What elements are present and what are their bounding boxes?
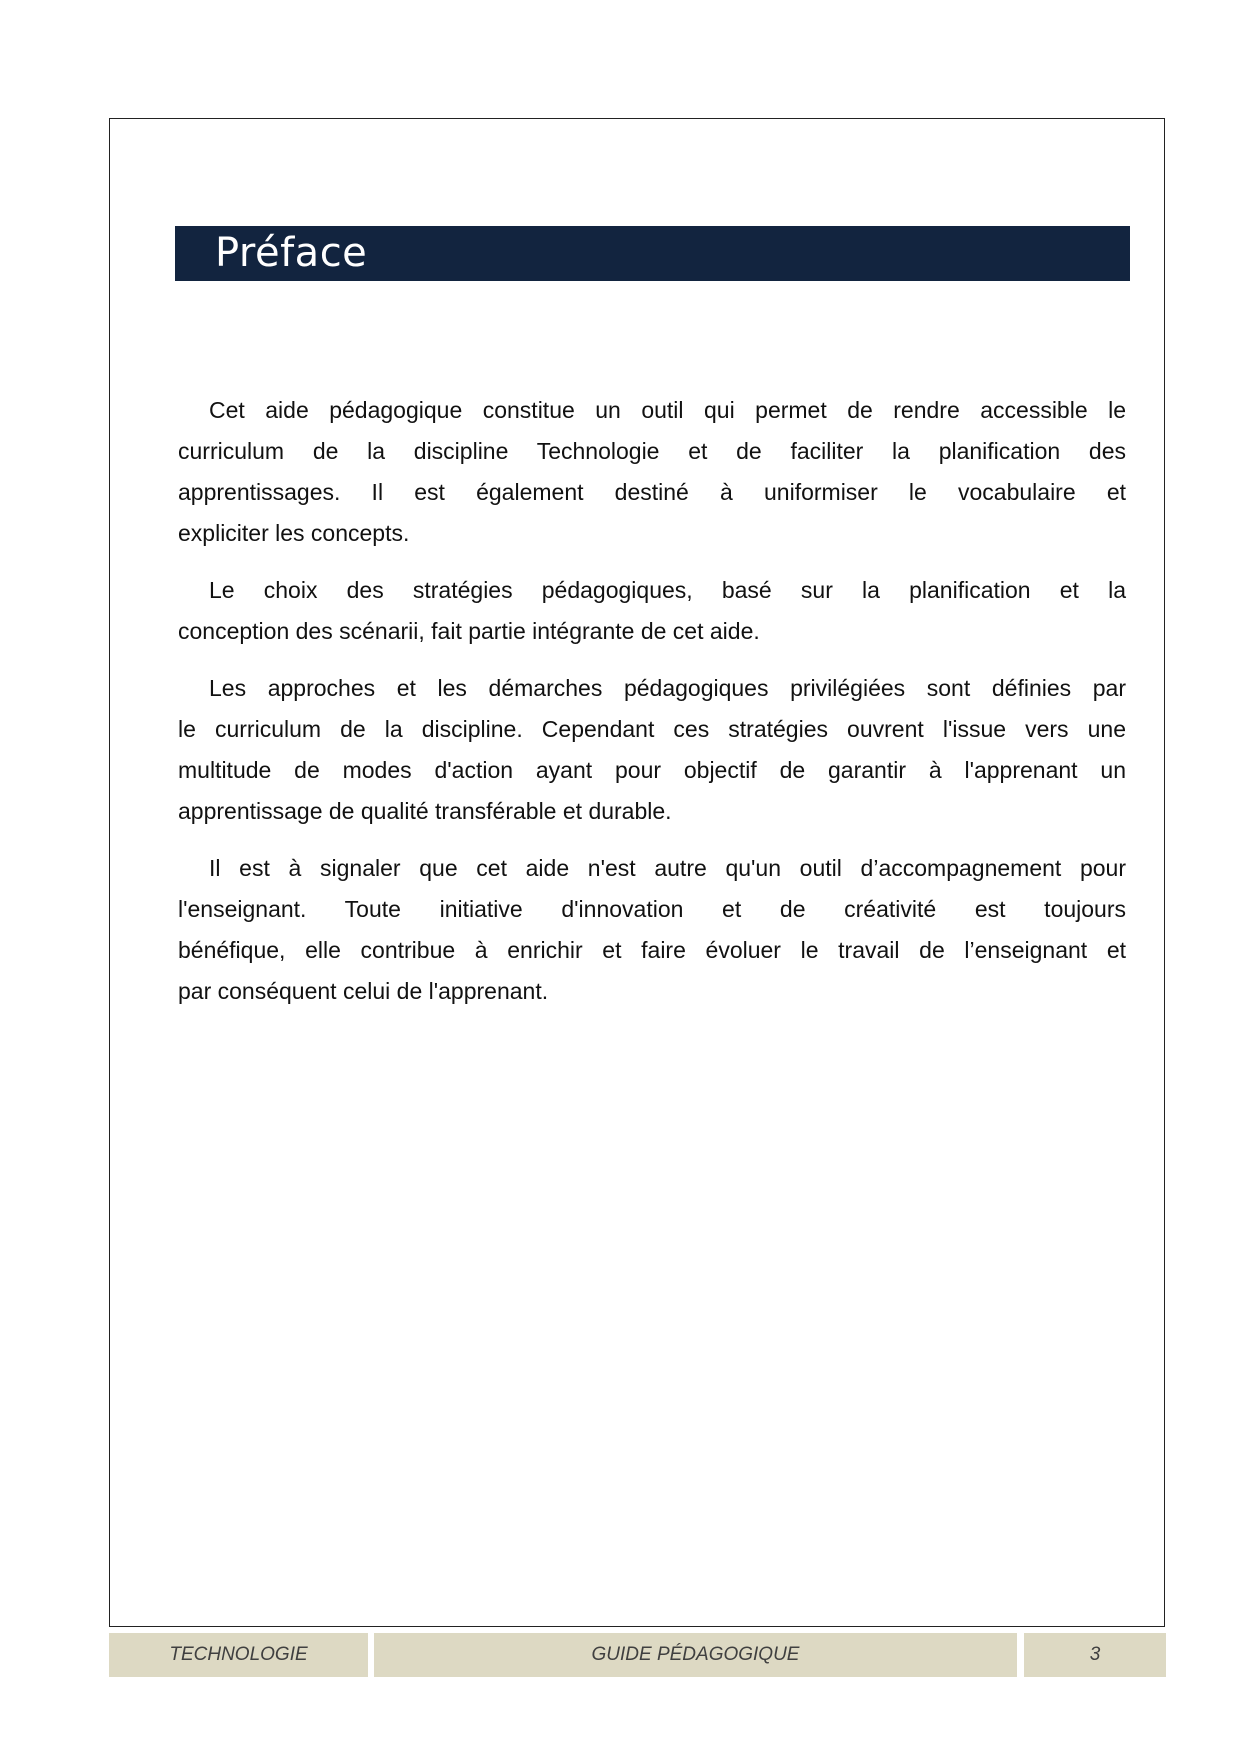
footer-guide-text: GUIDE PÉDAGOGIQUE	[591, 1644, 800, 1665]
paragraph-line: l'enseignant. Toute initiative d'innovation et de créativité est toujours	[178, 896, 1126, 922]
paragraph-line: bénéfique, elle contribue à enrichir et faire évoluer le travail de l’enseignant et	[178, 937, 1126, 963]
paragraph-line: multitude de modes d'action ayant pour objectif de garantir à l'apprenant un	[178, 757, 1126, 783]
paragraph-line: apprentissage de qualité transférable et durable.	[178, 798, 672, 824]
paragraph-line: Il est à signaler que cet aide n'est autre qu'un outil d’accompagnement pour	[209, 855, 1126, 881]
section-title-bar	[175, 226, 1130, 281]
paragraph	[178, 668, 1126, 832]
footer-guide	[374, 1633, 1017, 1677]
page-number: 3	[1089, 1644, 1101, 1665]
paragraph	[178, 848, 1126, 1012]
page-title: Préface	[215, 230, 368, 276]
preface-body	[178, 390, 1126, 1028]
paragraph-line: par conséquent celui de l'apprenant.	[178, 978, 549, 1004]
paragraph	[178, 390, 1126, 554]
paragraph-line: Les approches et les démarches pédagogiques privilégiées sont définies par	[209, 675, 1126, 701]
paragraph-line: curriculum de la discipline Technologie et de faciliter la planification des	[178, 438, 1126, 464]
paragraph-line: apprentissages. Il est également destiné à uniformiser le vocabulaire et	[178, 479, 1126, 505]
footer-subject	[109, 1633, 368, 1677]
paragraph-line: conception des scénarii, fait partie intégrante de cet aide.	[178, 618, 760, 644]
footer-subject-text: TECHNOLOGIE	[169, 1644, 308, 1665]
paragraph-line: le curriculum de la discipline. Cependant ces stratégies ouvrent l'issue vers une	[178, 716, 1126, 742]
paragraph	[178, 570, 1126, 652]
footer-page-number	[1024, 1633, 1166, 1677]
paragraph-line: expliciter les concepts.	[178, 520, 410, 546]
paragraph-line: Le choix des stratégies pédagogiques, basé sur la planification et la	[209, 577, 1126, 603]
paragraph-line: Cet aide pédagogique constitue un outil qui permet de rendre accessible le	[209, 397, 1126, 423]
